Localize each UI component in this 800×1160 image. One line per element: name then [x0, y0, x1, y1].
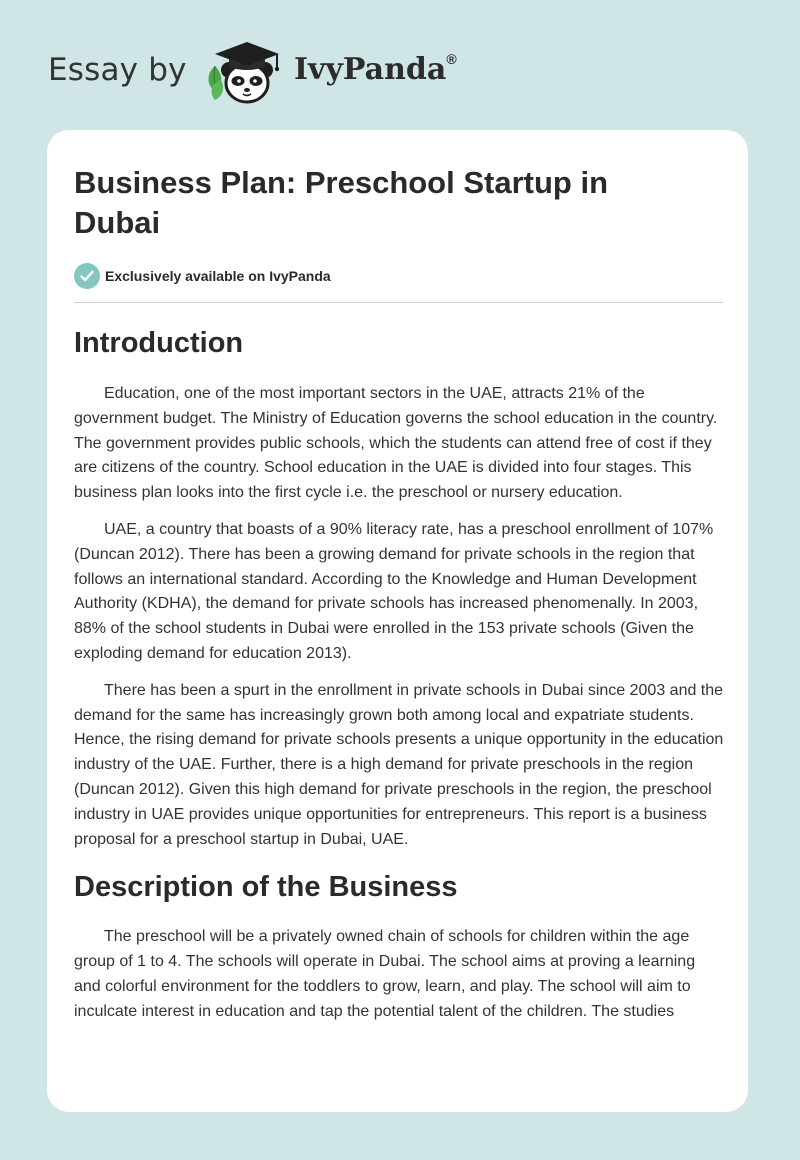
paragraph: The preschool will be a privately owned chain of schools for children within the age group of 1 to 4. The schools will operate in Dubai. The school aims at proving a learning and colorful environment for the toddlers to grow, learn, and play. The school will aim to inculcate interest in education and tap the potential talent of the children. The studies: [74, 928, 696, 1020]
essay-body: [74, 320, 724, 1037]
check-circle-icon: [74, 263, 100, 289]
divider: [74, 302, 723, 303]
badge-text: Exclusively available on IvyPanda: [105, 268, 331, 284]
paragraph: Education, one of the most important sectors in the UAE, attracts 21% of the government budget. The Ministry of Education governs the school education in the country. The government provides public schools, which the students can attend free of cost if they are citizens of the country. School education in the UAE is divided into four stages. This business plan looks into the first cycle i.e. the preschool or nursery education.: [74, 385, 718, 502]
brand-name: IvyPanda®: [294, 51, 457, 87]
exclusive-badge: [74, 263, 331, 289]
paragraph: UAE, a country that boasts of a 90% literacy rate, has a preschool enrollment of 107% (Duncan 2012). There has been a growing demand for private schools in the region that follows an international standard. According to the Knowledge and Human Development Authority (KDHA), the demand for private schools has increased phenomenally. In 2003, 88% of the school students in Dubai were enrolled in the 153 private schools (Given the exploding demand for education 2013).: [74, 520, 714, 662]
brand-prefix: Essay by: [48, 52, 187, 88]
panda-graduate-icon: [203, 36, 285, 108]
section-heading-description: Description of the Business: [74, 871, 458, 904]
page-title: Business Plan: Preschool Startup in Dubai: [74, 165, 609, 240]
paragraph: There has been a spurt in the enrollment in private schools in Dubai since 2003 and the demand for the same has increasingly grown both among local and expatriate students. Hence, the rising demand for private schools presents a unique opportunity in the education industry of the UAE. Further, there is a high demand for private preschools in the region (Duncan 2012). Given this high demand for private preschools in the region, the preschool industry in UAE provides unique opportunities for entrepreneurs. This report is a business proposal for a preschool startup in Dubai, UAE.: [74, 681, 724, 848]
essay-card: [47, 130, 748, 1112]
section-heading-introduction: Introduction: [74, 327, 244, 359]
brand-header: [48, 36, 508, 108]
